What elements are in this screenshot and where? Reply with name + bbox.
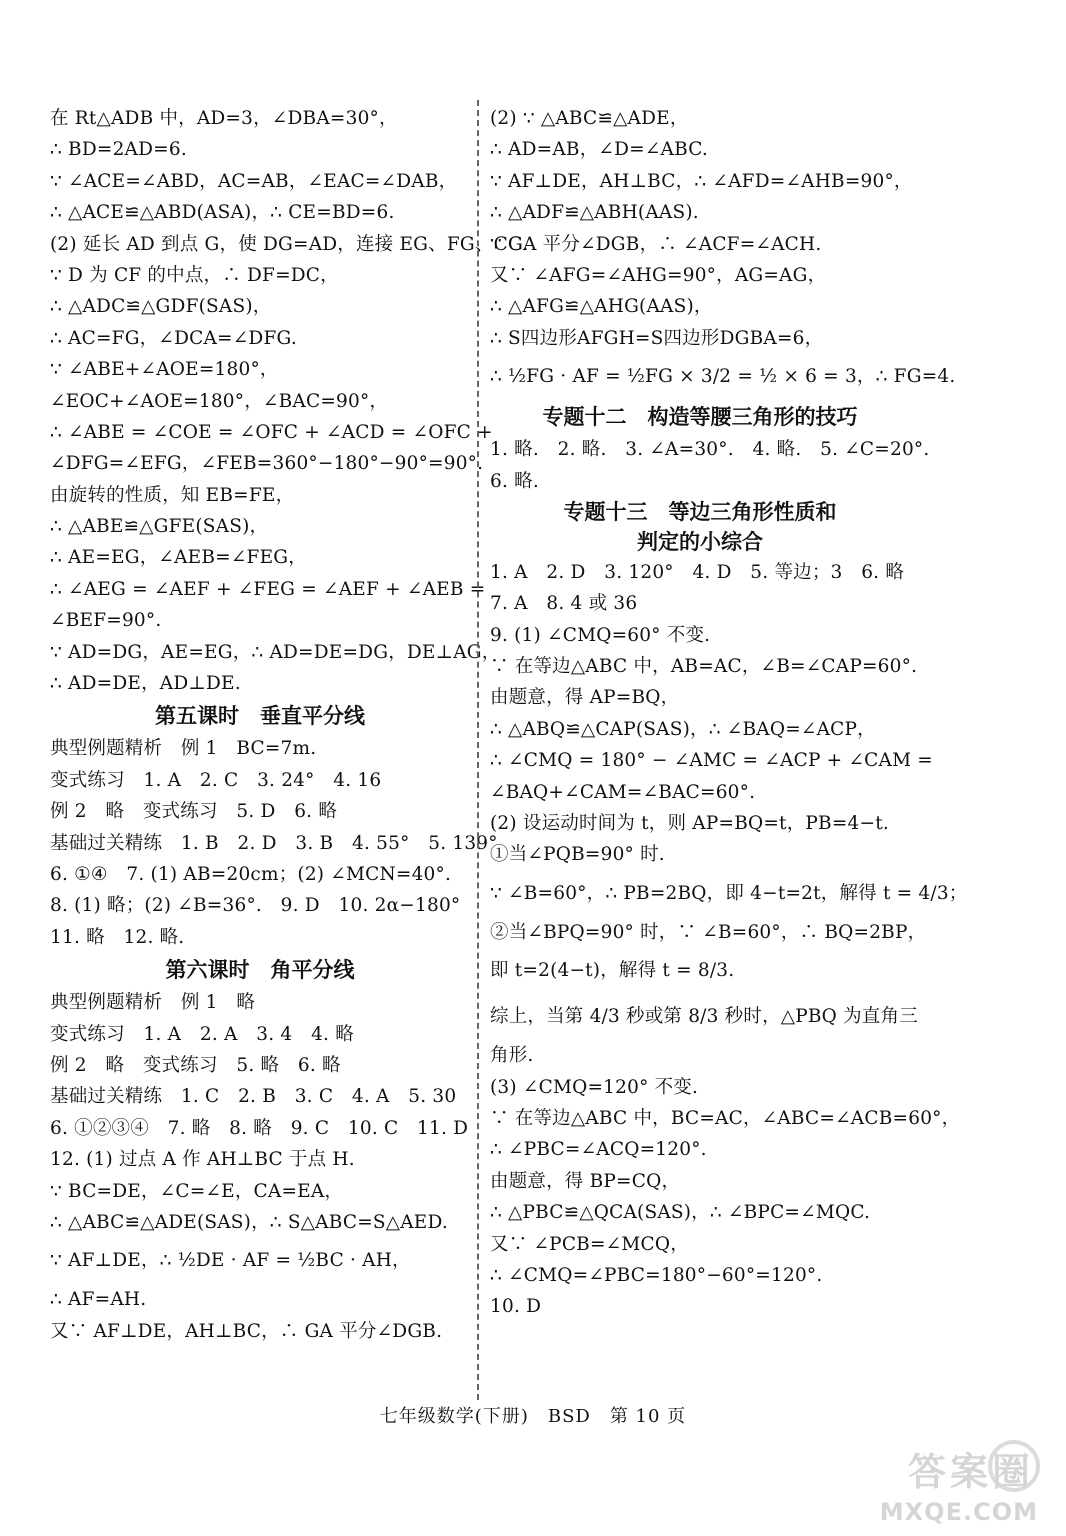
section-title: 第五课时 垂直平分线	[155, 704, 365, 729]
text-line: ∴ ½FG · AF = ½FG × 3/2 = ½ × 6 = 3，∴ FG=4.	[490, 366, 956, 388]
text-line: 6. 略.	[490, 470, 539, 492]
text-line: 由旋转的性质，知 EB=FE，	[50, 484, 295, 506]
text-line: ∴ ∠PBC=∠ACQ=120°.	[490, 1139, 707, 1161]
text-line: 1. A 2. D 3. 120° 4. D 5. 等边；3 6. 略	[490, 561, 905, 583]
text-line: ∴ AF=AH.	[50, 1289, 147, 1311]
text-line: 9. (1) ∠CMQ=60° 不变.	[490, 624, 711, 646]
text-line: (2) 设运动时间为 t，则 AP=BQ=t，PB=4−t.	[490, 813, 889, 835]
text-line: ∵ D 为 CF 的中点，∴ DF=DC，	[50, 264, 339, 286]
text-line: ∵ 在等边△ABC 中，AB=AC，∠B=∠CAP=60°.	[490, 656, 918, 678]
text-line: 11. 略 12. 略.	[50, 926, 185, 948]
text-line: 在 Rt△ADB 中，AD=3，∠DBA=30°，	[50, 108, 398, 129]
text-line: ∴ ∠ABE = ∠COE = ∠OFC + ∠ACD = ∠OFC +	[50, 421, 493, 443]
watermark-url: MXQE.COM	[879, 1498, 1038, 1526]
text-line: ∠BAQ+∠CAM=∠BAC=60°.	[490, 781, 756, 803]
section-title: 第六课时 角平分线	[165, 958, 355, 983]
text-line: 6. ①④ 7. (1) AB=20cm；(2) ∠MCN=40°.	[50, 863, 452, 885]
text-line: ∴ ∠AEG = ∠AEF + ∠FEG = ∠AEF + ∠AEB =	[50, 578, 486, 600]
text-line: 又∵ ∠PCB=∠MCQ，	[490, 1233, 689, 1255]
text-line: 又∵ AF⊥DE，AH⊥BC，∴ GA 平分∠DGB.	[50, 1320, 443, 1342]
text-line: ∴ S四边形AFGH=S四边形DGBA=6，	[490, 327, 824, 349]
text-line: ∵ AD=DG，AE=EG，∴ AD=DE=DG，DE⊥AG，	[50, 641, 501, 663]
page-footer: 七年级数学(下册) BSD 第 10 页	[379, 1406, 687, 1427]
section-title: 专题十三 等边三角形性质和	[563, 499, 837, 524]
text-line: ∴ AD=AB，∠D=∠ABC.	[490, 139, 709, 161]
text-line: 基础过关精练 1. C 2. B 3. C 4. A 5. 30	[50, 1086, 457, 1108]
text-line: ∴ △ADF≌△ABH(AAS).	[490, 202, 699, 224]
text-line: 1. 略. 2. 略. 3. ∠A=30°. 4. 略. 5. ∠C=20°.	[490, 439, 930, 461]
text-line: 8. (1) 略；(2) ∠B=36°. 9. D 10. 2α−180°	[50, 895, 461, 917]
text-line: 基础过关精练 1. B 2. D 3. B 4. 55° 5. 139°	[50, 832, 498, 854]
text-line: 由题意，得 AP=BQ，	[490, 687, 680, 709]
text-line: ∠BEF=90°.	[50, 610, 162, 632]
text-line: ∴ △ADC≌△GDF(SAS)，	[50, 296, 272, 318]
text-line: (2) ∵ △ABC≌△ADE，	[490, 108, 689, 129]
section-title: 专题十二 构造等腰三角形的技巧	[542, 405, 858, 430]
text-line: ∠DFG=∠EFG，∠FEB=360°−180°−90°=90°.	[50, 453, 484, 475]
text-line: ∴ △ABE≌△GFE(SAS)，	[50, 516, 269, 538]
text-line: ∵ 在等边△ABC 中，BC=AC，∠ABC=∠ACB=60°，	[490, 1107, 961, 1129]
text-line: ∴ AE=EG，∠AEB=∠FEG，	[50, 547, 307, 569]
section-title: 判定的小综合	[637, 529, 763, 554]
right-column	[490, 103, 968, 1323]
text-line: 又∵ ∠AFG=∠AHG=90°，AG=AG，	[490, 264, 827, 286]
text-line: ∴ △ABC≌△ADE(SAS)，∴ S△ABC=S△AED.	[50, 1211, 448, 1233]
text-line: 典型例题精析 例 1 BC=7m.	[50, 738, 317, 760]
text-line: 典型例题精析 例 1 略	[50, 992, 256, 1014]
text-line: ①当∠PQB=90° 时.	[490, 844, 665, 866]
text-line: ∵ BC=DE，∠C=∠E，CA=EA，	[50, 1180, 344, 1202]
text-line: ∴ ∠CMQ=∠PBC=180°−60°=120°.	[490, 1264, 823, 1286]
text-line: ∴ △ABQ≌△CAP(SAS)，∴ ∠BAQ=∠ACP，	[490, 718, 876, 740]
text-line: ∵ ∠ACE=∠ABD，AC=AB，∠EAC=∠DAB，	[50, 170, 458, 192]
text-line: ∵ GA 平分∠DGB，∴ ∠ACF=∠ACH.	[490, 233, 822, 255]
text-line: ∴ ∠CMQ = 180° − ∠AMC = ∠ACP + ∠CAM =	[490, 750, 933, 772]
text-line: ∵ AF⊥DE，AH⊥BC，∴ ∠AFD=∠AHB=90°，	[490, 170, 913, 192]
text-line: 6. ①②③④ 7. 略 8. 略 9. C 10. C 11. D	[50, 1117, 469, 1139]
watermark-logo	[874, 1442, 1044, 1530]
text-line: ∴ △PBC≌△QCA(SAS)，∴ ∠BPC=∠MQC.	[490, 1202, 871, 1224]
text-line: ∵ AF⊥DE，∴ ½DE · AF = ½BC · AH，	[50, 1250, 411, 1272]
text-line: (3) ∠CMQ=120° 不变.	[490, 1076, 699, 1098]
column-divider	[477, 100, 479, 1400]
text-line: 12. (1) 过点 A 作 AH⊥BC 于点 H.	[50, 1149, 355, 1171]
text-line: ∴ △AFG≌△AHG(AAS)，	[490, 296, 713, 318]
text-line: (2) 延长 AD 到点 G，使 DG=AD，连接 EG、FG、CG.	[50, 233, 529, 255]
text-line: ∴ BD=2AD=6.	[50, 139, 187, 161]
text-line: 7. A 8. 4 或 36	[490, 593, 638, 615]
text-line: ∴ AD=DE，AD⊥DE.	[50, 673, 241, 695]
text-line: 例 2 略 变式练习 5. D 6. 略	[50, 801, 338, 823]
text-line: ②当∠BPQ=90° 时，∵ ∠B=60°，∴ BQ=2BP，	[490, 921, 927, 943]
watermark-cn: 答案圈	[907, 1450, 1034, 1494]
text-line: 10. D	[490, 1296, 542, 1318]
text-line: ∠EOC+∠AOE=180°，∠BAC=90°，	[50, 390, 389, 412]
text-line: 由题意，得 BP=CQ，	[490, 1170, 681, 1192]
text-line: ∵ ∠B=60°，∴ PB=2BQ，即 4−t=2t，解得 t = 4/3；	[490, 882, 968, 904]
text-line: 即 t=2(4−t)，解得 t = 8/3.	[490, 960, 735, 982]
text-line: ∴ △ACE≌△ABD(ASA)，∴ CE=BD=6.	[50, 202, 395, 224]
text-line: 综上，当第 4/3 秒或第 8/3 秒时，△PBQ 为直角三	[490, 1006, 918, 1028]
text-line: 角形.	[490, 1045, 534, 1067]
text-line: ∵ ∠ABE+∠AOE=180°，	[50, 359, 279, 381]
text-line: 变式练习 1. A 2. C 3. 24° 4. 16	[50, 769, 382, 791]
text-line: ∴ AC=FG，∠DCA=∠DFG.	[50, 327, 297, 349]
text-line: 变式练习 1. A 2. A 3. 4 4. 略	[50, 1023, 354, 1045]
text-line: 例 2 略 变式练习 5. 略 6. 略	[50, 1054, 341, 1076]
